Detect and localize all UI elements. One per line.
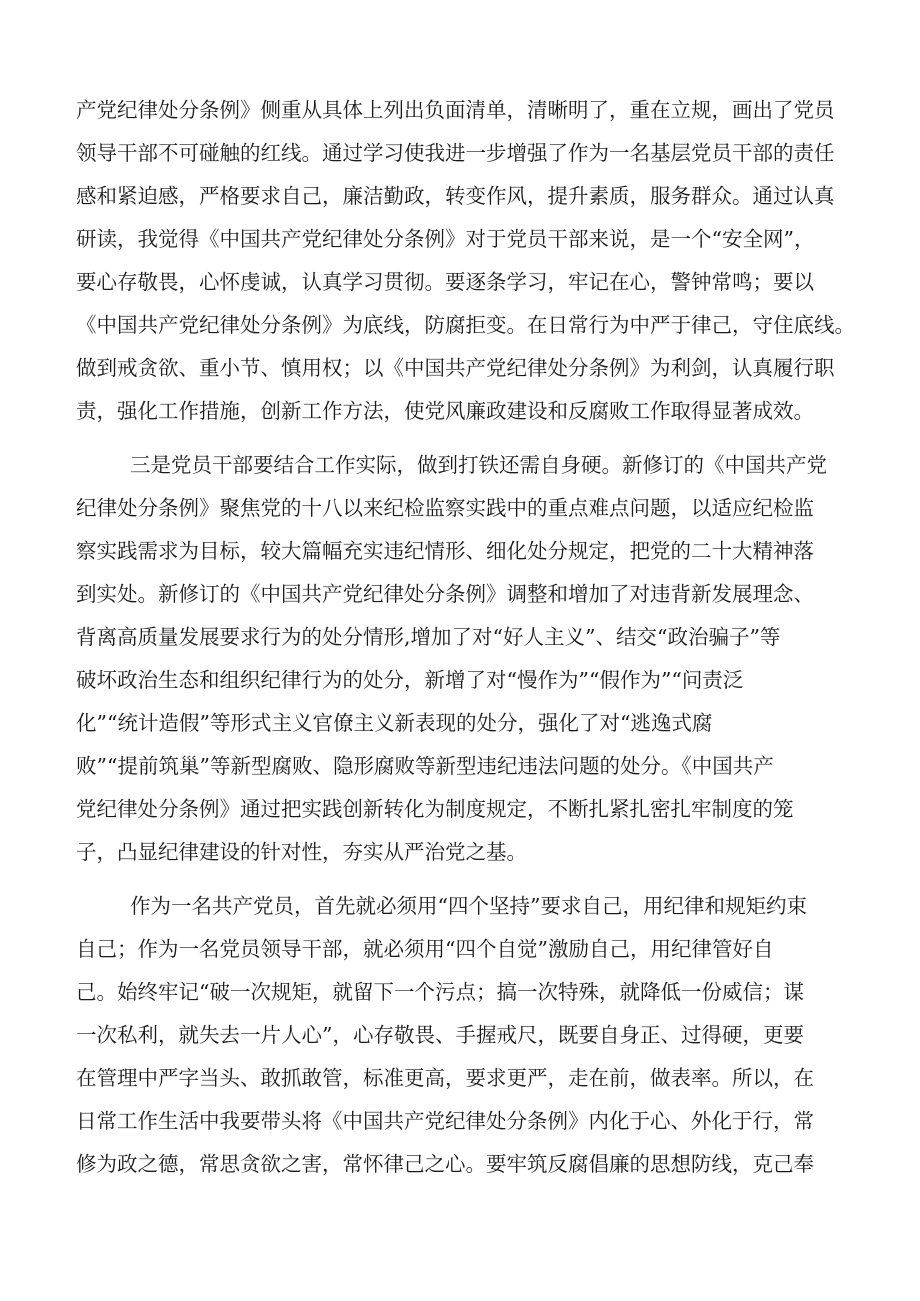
text-line: 背离高质量发展要求行为的处分情形,增加了对“好人主义”、结交“政治骗子”等 — [76, 625, 781, 649]
text-line: 修为政之德，常思贪欲之害，常怀律己之心。要牢筑反腐倡廉的思想防线，克己奉 — [76, 1152, 814, 1176]
text-line: 党纪律处分条例》通过把实践创新转化为制度规定，不断扎紧扎密扎牢制度的笼 — [76, 797, 794, 821]
text-line: 研读，我觉得《中国共产党纪律处分条例》对于党员干部来说，是一个“安全网”， — [76, 227, 815, 251]
text-line: 《中国共产党纪律处分条例》为底线，防腐拒变。在日常行为中严于律己，守住底线。 — [76, 313, 855, 337]
text-line: 自己；作为一名党员领导干部，就必须用“四个自觉”激励自己，用纪律管好自 — [76, 937, 774, 961]
text-line: 三是党员干部要结合工作实际，做到打铁还需自身硬。新修订的《中国共产党 — [130, 453, 827, 477]
text-line: 一次私利，就失去一片人心”，心存敬畏、手握戒尺，既要自身正、过得硬，更要 — [76, 1023, 804, 1047]
text-line: 感和紧迫感，严格要求自己，廉洁勤政，转变作风，提升素质，服务群众。通过认真 — [76, 184, 835, 208]
text-line: 要心存敬畏，心怀虔诚，认真学习贯彻。要逐条学习，牢记在心，警钟常鸣；要以 — [76, 270, 814, 294]
text-line: 领导干部不可碰触的红线。通过学习使我进一步增强了作为一名基层党员干部的责任 — [76, 141, 835, 165]
text-line: 破坏政治生态和组织纪律行为的处分，新增了对“慢作为”“假作为”“问责泛 — [76, 668, 744, 692]
text-line: 败”“提前筑巢”等新型腐败、隐形腐败等新型违纪违法问题的处分。《中国共产 — [76, 754, 774, 778]
text-line: 纪律处分条例》聚焦党的十八以来纪检监察实践中的重点难点问题，以适应纪检监 — [76, 496, 814, 520]
text-line: 在管理中严字当头、敢抓敢管，标准更高，要求更严，走在前，做表率。所以，在 — [76, 1066, 814, 1090]
text-line: 产党纪律处分条例》侧重从具体上列出负面清单，清晰明了，重在立规，画出了党员 — [76, 98, 835, 122]
text-line: 作为一名共产党员，首先就必须用“四个坚持”要求自己，用纪律和规矩约束 — [130, 894, 807, 918]
text-line: 责，强化工作措施，创新工作方法，使党风廉政建设和反腐败工作取得显著成效。 — [76, 399, 814, 423]
text-line: 到实处。新修订的《中国共产党纪律处分条例》调整和增加了对违背新发展理念、 — [76, 582, 814, 606]
text-line: 化”“统计造假”等形式主义官僚主义新表现的处分，强化了对“逃逸式腐 — [76, 711, 713, 735]
text-line: 察实践需求为目标，较大篇幅充实违纪情形、细化处分规定，把党的二十大精神落 — [76, 539, 814, 563]
text-line: 做到戒贪欲、重小节、慎用权；以《中国共产党纪律处分条例》为利剑，认真履行职 — [76, 356, 835, 380]
text-line: 己。始终牢记“破一次规矩，就留下一个污点；搞一次特殊，就降低一份威信；谋 — [76, 980, 804, 1004]
text-line: 子，凸显纪律建设的针对性，夯实从严治党之基。 — [76, 840, 527, 864]
text-line: 日常工作生活中我要带头将《中国共产党纪律处分条例》内化于心、外化于行，常 — [76, 1109, 814, 1133]
